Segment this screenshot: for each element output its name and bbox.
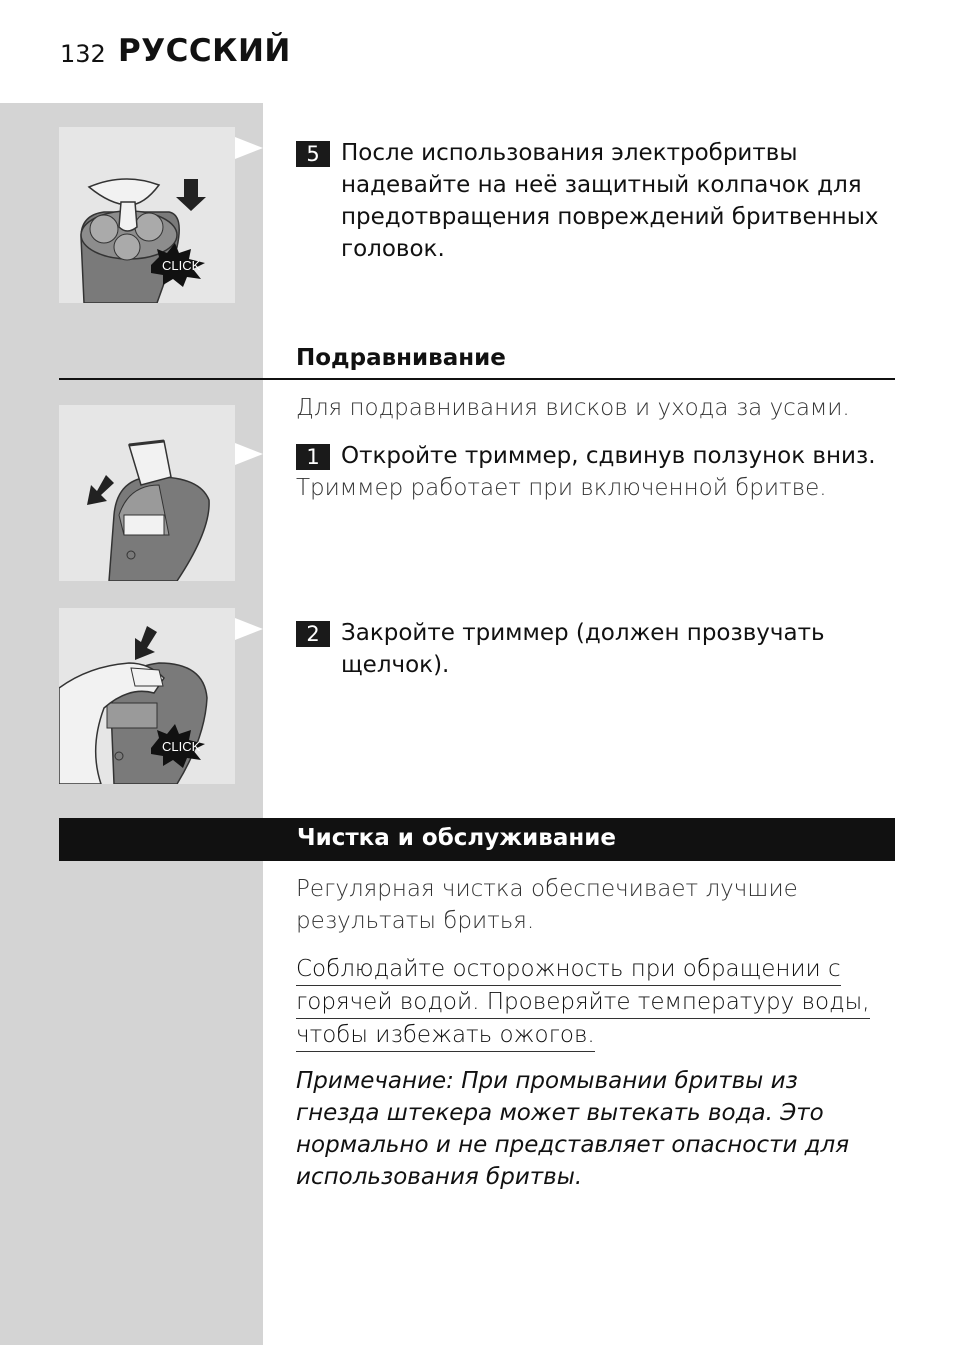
step-text: Закройте триммер (должен прозвучать щелчок).	[341, 620, 825, 678]
section-divider	[59, 378, 895, 380]
section-heading-cleaning: Чистка и обслуживание	[297, 825, 616, 851]
arrow-down-left-icon	[87, 475, 114, 505]
pointer-arrow	[235, 137, 263, 159]
warning-line: чтобы избежать ожогов.	[296, 1019, 595, 1052]
page-language-title: РУССКИЙ	[118, 33, 291, 69]
illustration-cap-click	[59, 127, 235, 303]
section-heading-trimming: Подравнивание	[296, 345, 506, 371]
pointer-arrow	[235, 443, 263, 465]
cleaning-note: Примечание: При промывании бритвы из гнезда штекера может вытекать вода. Это нормально и не представляет опасности для использования бритвы.	[296, 1068, 850, 1190]
cleaning-warning	[296, 953, 896, 1052]
step-5	[296, 137, 886, 265]
step-2	[296, 617, 836, 681]
cleaning-intro-line: Регулярная чистка обеспечивает лучшие	[296, 876, 798, 902]
step-number: 1	[296, 444, 330, 470]
illustration-trimmer-close	[59, 608, 235, 784]
click-label: CLICK	[162, 739, 201, 754]
warning-line: горячей водой. Проверяйте температуру воды,	[296, 986, 870, 1019]
step-text: После использования электробритвы надевайте на неё защитный колпачок для предотвращения повреждений бритвенных головок.	[341, 140, 879, 262]
section-banner-cleaning	[59, 818, 895, 861]
arrow-down-icon	[176, 179, 206, 211]
step-text: Откройте триммер, сдвинув ползунок вниз.	[341, 443, 876, 469]
click-label: CLICK	[162, 258, 201, 273]
step-number: 2	[296, 621, 330, 647]
trimming-intro: Для подравнивания висков и ухода за усами.	[296, 395, 850, 421]
cleaning-intro-line: результаты бритья.	[296, 908, 535, 934]
illustration-trimmer-open	[59, 405, 235, 581]
pointer-arrow	[235, 618, 263, 640]
step-number: 5	[296, 141, 330, 167]
arrow-down-icon	[135, 626, 157, 660]
step-1	[296, 440, 886, 472]
warning-line: Соблюдайте осторожность при обращении с	[296, 953, 841, 986]
step-1-subtext: Триммер работает при включенной бритве.	[296, 475, 827, 501]
cleaning-intro	[296, 873, 896, 937]
page-number: 132	[60, 40, 106, 68]
